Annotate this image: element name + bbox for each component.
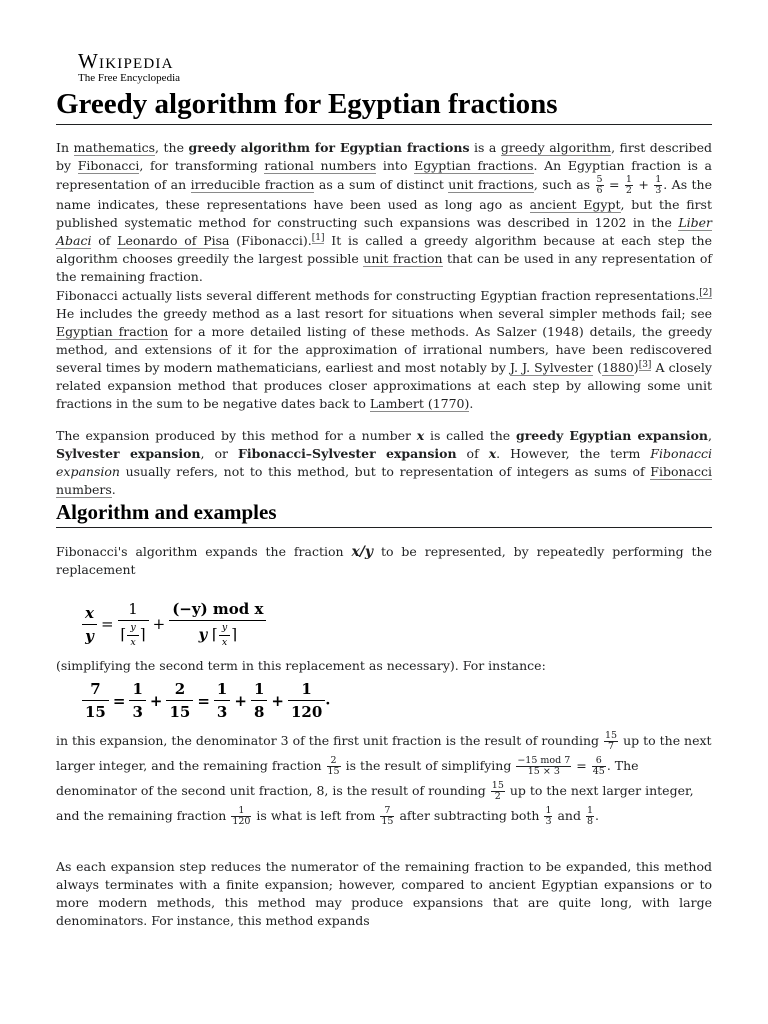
instance-intro: (simplifying the second term in this replacement as necessary). For instance: (56, 658, 546, 673)
fraction-1-2: $\frac{1}{2}$ (625, 174, 632, 196)
link-fibonacci-numbers[interactable]: Fibonacci numbers (56, 464, 712, 497)
link-egyptian-fraction[interactable]: Egyptian fraction (56, 324, 169, 339)
link-leonardo-of-pisa[interactable]: Leonardo of Pisa (117, 233, 230, 248)
link-sylvester-1880[interactable]: 1880 (601, 360, 634, 375)
page-title: Greedy algorithm for Egyptian fractions (56, 86, 712, 125)
link-irreducible-fraction[interactable]: irreducible fraction (190, 177, 315, 192)
link-greedy-algorithm[interactable]: greedy algorithm (500, 140, 612, 155)
logo-wordmark: Wikipedia (78, 49, 174, 73)
link-jj-sylvester[interactable]: J. J. Sylvester (510, 360, 594, 375)
link-rational-numbers[interactable]: rational numbers (264, 158, 377, 173)
history-paragraph: Fibonacci actually lists several different methods for constructing Egyptian fraction representations.[2] He includes the greedy method as a last resort for situations when several simpler methods fail; see Egyptian fraction for a more detailed listing of these methods. As Salzer (1948) details, the greedy method, and extensions of it for the approximation of irrational numbers, have been rediscovered several times by modern mathematicians, earliest and most notably by J. J. Sylvester (1880)[3] A closely related expansion method that produces closer approximations at each step by allowing some unit fractions in the sum to be negative dates back to Lambert (1770). (56, 288, 713, 411)
reference-1[interactable]: [1] (311, 233, 325, 243)
wikipedia-logo[interactable] (78, 50, 180, 85)
logo-tagline: The Free Encyclopedia (78, 72, 181, 84)
section-heading-algorithm: Algorithm and examples (56, 498, 712, 528)
link-ancient-egypt[interactable]: ancient Egypt (529, 197, 621, 212)
intro-paragraph: In mathematics, the greedy algorithm for Egyptian fractions is a greedy algorithm, first described by Fibonacci, for transforming rational numbers into Egyptian fractions. An Egyptian fraction is a representation of an irreducible fraction as a sum of distinct unit fractions, such as $\frac{5}{6}$ = $\frac{1}{2}$ + $\frac{1}{3}$ . As the name indicates, these representations have been used as long ago as ancient Egypt, but the first published systematic method for constructing such expansions was described in 1202 in the Liber Abaci of Leonardo of Pisa (Fibonacci).[1] It is called a greedy algorithm because at each step the algorithm chooses greedily the largest possible unit fraction that can be used in any representation of the remaining fraction. (56, 140, 713, 284)
reference-3[interactable]: [3] (638, 360, 652, 370)
link-lambert-1770[interactable]: Lambert (1770) (369, 396, 470, 411)
reference-2[interactable]: [2] (699, 288, 712, 298)
replacement-formula: $\frac{x}{y}$ = 1 ⌈ $\frac{y}{x}$ ⌉ + (−y) mod x y ⌈ $\frac{y}{x}$ ⌉ (82, 600, 266, 648)
example-formula: $\frac{7}{15}$ = $\frac{1}{3}$ + $\frac{2}{15}$ = $\frac{1}{3}$ + $\frac{1}{8}$ + $\frac{1}{120}$ . (82, 680, 331, 721)
fraction-5-6: $\frac{5}{6}$ (596, 174, 603, 196)
naming-paragraph: The expansion produced by this method for a number x is called the greedy Egyptian expansion, Sylvester expansion, or Fibonacci–Sylvester expansion of x. However, the term Fibonacci expansion usually refers, not to this method, but to representation of integers as sums of Fibonacci numbers. (56, 428, 712, 497)
link-unit-fraction[interactable]: unit fraction (363, 251, 443, 266)
example-explanation: in this expansion, the denominator 3 of the first unit fraction is the result of rounding $\frac{15}{7}$ up to the next larger integer, and the remaining fraction $\frac{2}{15}$ is the result of simplifying $\frac{\text{−15 mod 7}}{15 \times 3}$ = $\frac{6}{45}$ . The denominator of the second unit fraction, 8, is the result of rounding $\frac{15}{2}$ up to the next larger integer, and the remaining fraction $\frac{1}{120}$ is what is left from $\frac{7}{15}$ after subtracting both $\frac{1}{3}$ and $\frac{1}{8}$ . (56, 730, 712, 827)
termination-paragraph: As each expansion step reduces the numerator of the remaining fraction to be expanded, this method always terminates with a finite expansion; however, compared to ancient Egyptian expansions or to more modern methods, this method may produce expansions that are quite long, with large denominators. For instance, this method expands (56, 859, 712, 928)
link-mathematics[interactable]: mathematics (73, 140, 156, 155)
link-liber-abaci[interactable]: Liber Abaci (56, 215, 712, 248)
algorithm-paragraph: Fibonacci's algorithm expands the fraction x/y to be represented, by repeatedly performing the replacement (56, 544, 712, 577)
link-unit-fractions[interactable]: unit fractions (448, 177, 534, 192)
fraction-1-3: $\frac{1}{3}$ (655, 174, 662, 196)
link-egyptian-fractions[interactable]: Egyptian fractions (414, 158, 534, 173)
link-fibonacci[interactable]: Fibonacci (77, 158, 140, 173)
